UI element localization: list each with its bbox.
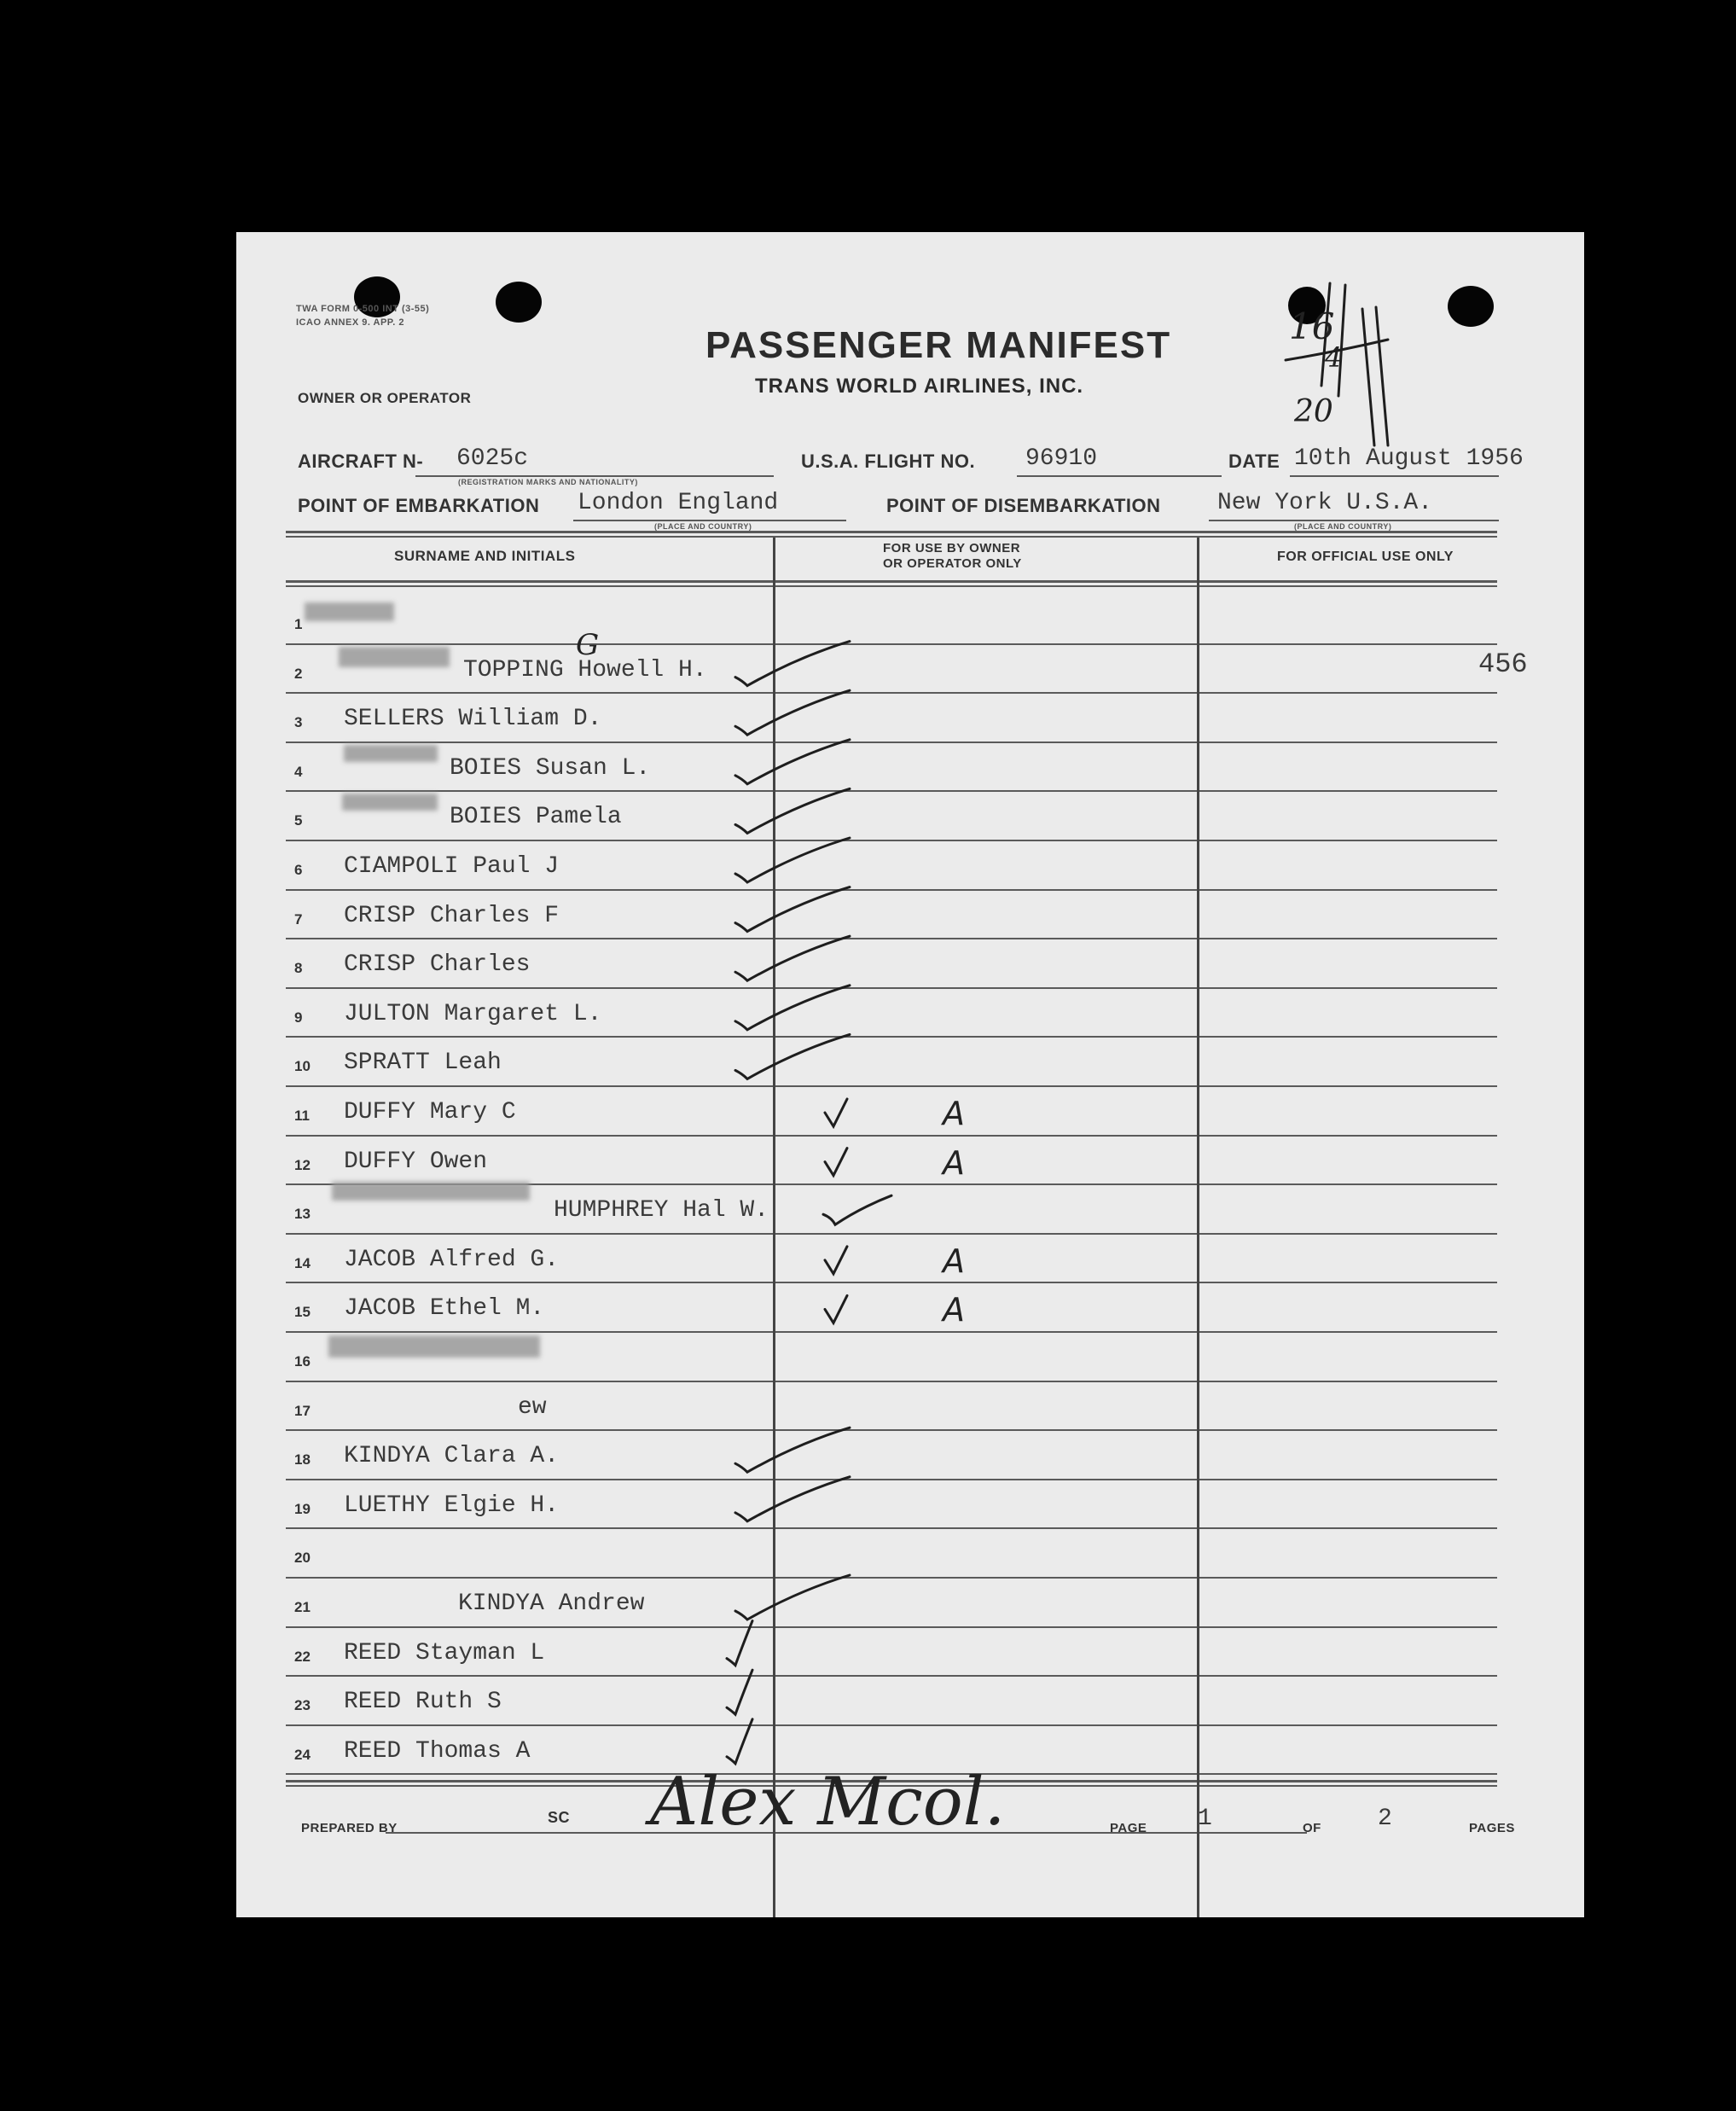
check-mark (825, 1247, 847, 1274)
embarkation-value: London England (578, 490, 779, 516)
row-mark: A (943, 1143, 965, 1182)
row-number: 24 (294, 1746, 311, 1763)
form-code-line2: ICAO ANNEX 9. APP. 2 (296, 317, 404, 328)
row-number: 21 (294, 1599, 311, 1615)
check-mark (735, 986, 850, 1030)
row-number: 23 (294, 1697, 311, 1714)
date-value: 10th August 1956 (1294, 445, 1524, 472)
date-label: DATE (1228, 451, 1280, 472)
row-number: 14 (294, 1254, 311, 1271)
prepared-initials: SC (548, 1809, 571, 1826)
row-number: 20 (294, 1550, 311, 1567)
check-mark (735, 887, 850, 932)
check-mark (825, 1295, 847, 1323)
check-mark (735, 1575, 850, 1620)
owner-operator-label: OWNER OR OPERATOR (298, 390, 472, 406)
passenger-name: KINDYA Andrew (458, 1591, 645, 1617)
row-number: 12 (294, 1156, 311, 1173)
passenger-name: BOIES Pamela (450, 804, 622, 831)
check-mark (825, 1099, 847, 1126)
row-mark: A (943, 1242, 965, 1280)
passenger-name: ew (518, 1393, 547, 1421)
corner-hatch (1338, 285, 1345, 396)
passenger-name: JACOB Ethel M. (344, 1295, 545, 1323)
passenger-name: JACOB Alfred G. (344, 1246, 560, 1273)
check-mark (735, 838, 850, 882)
check-mark (727, 1719, 752, 1764)
manifest-page (236, 232, 1584, 1917)
aircraft-value: 6025c (456, 445, 529, 472)
row-number: 19 (294, 1500, 311, 1517)
check-mark (735, 642, 850, 686)
row-number: 7 (294, 910, 303, 928)
corner-mark-top: 16 (1289, 305, 1335, 347)
prepared-by-label: PREPARED BY (301, 1821, 398, 1835)
check-mark (735, 1034, 850, 1079)
row2-correction-mark: G (576, 628, 600, 662)
pages-label: PAGES (1469, 1821, 1515, 1835)
col-surname-header: SURNAME AND INITIALS (394, 548, 576, 564)
check-marks (236, 232, 1584, 1917)
passenger-name: BOIES Susan L. (450, 754, 651, 782)
check-mark (735, 1428, 850, 1472)
passenger-name: REED Stayman L (344, 1639, 545, 1666)
passenger-name: LUETHY Elgie H. (344, 1492, 560, 1519)
signature: Alex Mcol. (650, 1764, 1006, 1841)
corner-mark-middle: 4 (1325, 341, 1343, 374)
col-owner-header-1: FOR USE BY OWNER (883, 541, 1021, 555)
passenger-name: SPRATT Leah (344, 1050, 502, 1077)
corner-mark-bottom: 20 (1294, 394, 1333, 429)
disembarkation-value: New York U.S.A. (1217, 490, 1433, 516)
check-mark (735, 1477, 850, 1521)
check-mark (727, 1621, 752, 1666)
passenger-name: DUFFY Mary C (344, 1099, 516, 1125)
row-number: 11 (294, 1108, 310, 1124)
of-value: 2 (1378, 1806, 1392, 1832)
corner-hatch (1362, 309, 1374, 445)
passenger-name: KINDYA Clara A. (344, 1443, 560, 1470)
passenger-name: SELLERS William D. (344, 706, 602, 733)
row-number: 2 (294, 665, 303, 682)
row-number: 1 (294, 616, 303, 632)
row-number: 15 (294, 1304, 311, 1321)
embarkation-note: (PLACE AND COUNTRY) (654, 522, 752, 531)
passenger-name: REED Ruth S (344, 1689, 502, 1716)
check-mark (735, 740, 850, 784)
row-mark: A (943, 1291, 965, 1329)
page-label: PAGE (1110, 1821, 1147, 1835)
row-number: 3 (294, 714, 303, 731)
official-entry-value: 456 (1478, 648, 1528, 680)
row-number: 16 (294, 1353, 311, 1370)
page-title: PASSENGER MANIFEST (705, 324, 1172, 366)
passenger-name: CIAMPOLI Paul J (344, 853, 560, 880)
passenger-name: TOPPING Howell H. (463, 656, 707, 683)
passenger-name: CRISP Charles (344, 951, 531, 979)
of-label: OF (1303, 1821, 1321, 1835)
check-mark (727, 1670, 752, 1714)
row-number: 4 (294, 763, 303, 780)
row-number: 10 (294, 1058, 311, 1075)
check-mark (823, 1195, 891, 1224)
passenger-name: DUFFY Owen (344, 1148, 488, 1175)
check-mark (735, 690, 850, 735)
row-number: 5 (294, 812, 303, 829)
flight-label: U.S.A. FLIGHT NO. (801, 451, 976, 472)
aircraft-note: (REGISTRATION MARKS AND NATIONALITY) (458, 478, 638, 486)
row-number: 22 (294, 1648, 311, 1665)
check-mark (825, 1149, 847, 1176)
row-number: 13 (294, 1206, 311, 1223)
form-code-line1: TWA FORM 0-500 INT (3-55) (296, 304, 430, 314)
disembarkation-note: (PLACE AND COUNTRY) (1294, 522, 1392, 531)
row-number: 9 (294, 1009, 303, 1026)
passenger-name: HUMPHREY Hal W. (554, 1197, 769, 1224)
passenger-name: JULTON Margaret L. (344, 1000, 602, 1027)
passenger-name: REED Thomas A (344, 1737, 531, 1765)
row-number: 8 (294, 960, 303, 977)
page-value: 1 (1198, 1806, 1212, 1832)
row-mark: A (943, 1095, 965, 1132)
check-mark (735, 788, 850, 833)
aircraft-label: AIRCRAFT N- (298, 451, 424, 472)
embarkation-label: POINT OF EMBARKATION (298, 495, 540, 516)
col-official-header: FOR OFFICIAL USE ONLY (1277, 550, 1454, 564)
corner-fraction-line (1286, 340, 1388, 360)
row-number: 6 (294, 862, 303, 878)
disembarkation-label: POINT OF DISEMBARKATION (886, 495, 1161, 516)
corner-hatch (1376, 307, 1388, 445)
airline-name: TRANS WORLD AIRLINES, INC. (755, 375, 1084, 398)
row-number: 18 (294, 1451, 311, 1468)
corner-hatch (1321, 283, 1330, 386)
row-number: 17 (294, 1402, 311, 1419)
col-owner-header-2: OR OPERATOR ONLY (883, 556, 1022, 571)
check-mark (735, 936, 850, 980)
passenger-name: CRISP Charles F (344, 902, 560, 929)
flight-value: 96910 (1025, 445, 1098, 472)
